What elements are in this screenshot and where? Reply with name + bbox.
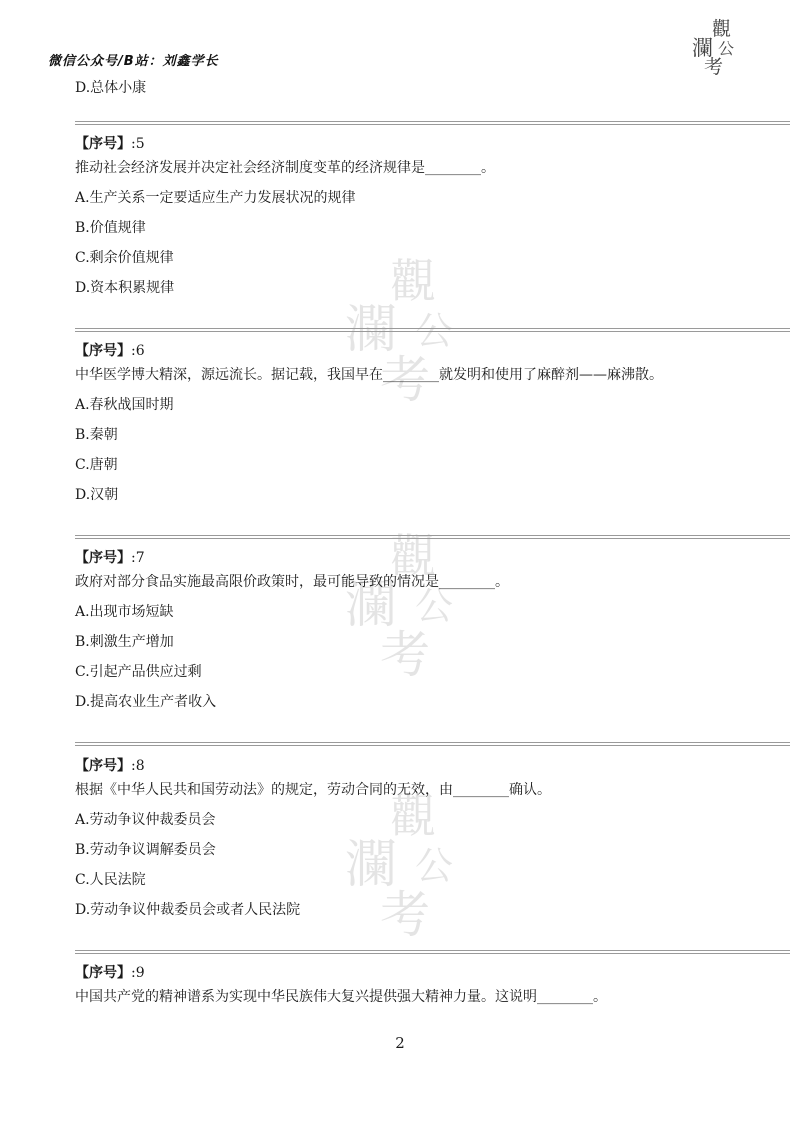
question-block-8	[75, 756, 790, 921]
page-number: 2	[395, 1034, 405, 1052]
option-d: D.劳动争议仲裁委员会或者人民法院	[75, 902, 301, 918]
question-label: 【序号】	[75, 136, 131, 152]
question-block-9	[75, 963, 790, 1008]
section-divider	[75, 121, 790, 125]
question-number: :5	[131, 136, 145, 152]
question-label: 【序号】	[75, 343, 131, 359]
option-c: C.唐朝	[75, 457, 118, 473]
option-a: A.劳动争议仲裁委员会	[75, 812, 216, 828]
option-a: A.出现市场短缺	[75, 604, 174, 620]
watermark-3: 觀 瀾 公 考	[345, 789, 454, 944]
option-c: C.人民法院	[75, 872, 146, 888]
option-d: D.汉朝	[75, 487, 119, 503]
question-label: 【序号】	[75, 550, 131, 566]
option-d: D.提高农业生产者收入	[75, 694, 217, 710]
section-divider	[75, 950, 790, 954]
section-divider	[75, 535, 790, 539]
previous-question-tail	[75, 77, 790, 99]
watermark-1: 觀 瀾 公 考	[345, 254, 454, 409]
option-a: A.春秋战国时期	[75, 397, 174, 413]
option-b: B.价值规律	[75, 220, 146, 236]
question-header	[75, 341, 790, 361]
option-b: B.秦朝	[75, 427, 118, 443]
question-number: :9	[131, 965, 145, 981]
header-source-text: 微信公众号/B站：刘鑫学长	[48, 54, 219, 69]
question-stem: 中华医学博大精深，源远流长。据记载，我国早在________就发明和使用了麻醉剂——麻沸散。	[75, 367, 663, 383]
question-stem: 推动社会经济发展并决定社会经济制度变革的经济规律是________。	[75, 160, 495, 176]
option-d: D.资本积累规律	[75, 280, 175, 296]
brand-logo: 觀 瀾 公 考	[692, 18, 735, 78]
question-label: 【序号】	[75, 965, 131, 981]
option-c: C.引起产品供应过剩	[75, 664, 202, 680]
question-block-5	[75, 134, 790, 299]
question-number: :8	[131, 758, 145, 774]
question-number: :7	[131, 550, 145, 566]
option-a: A.生产关系一定要适应生产力发展状况的规律	[75, 190, 356, 206]
option-b: B.刺激生产增加	[75, 634, 174, 650]
question-header	[75, 963, 790, 983]
option-c: C.剩余价值规律	[75, 250, 174, 266]
question-block-6	[75, 341, 790, 506]
question-block-7	[75, 548, 790, 713]
question-stem: 根据《中华人民共和国劳动法》的规定，劳动合同的无效，由________确认。	[75, 782, 551, 798]
section-divider	[75, 742, 790, 746]
section-divider	[75, 328, 790, 332]
question-header	[75, 548, 790, 568]
question-label: 【序号】	[75, 758, 131, 774]
question-header	[75, 134, 790, 154]
question-number: :6	[131, 343, 145, 359]
watermark-2: 觀 瀾 公 考	[345, 529, 454, 684]
option-d: D.总体小康	[75, 80, 147, 96]
question-header	[75, 756, 790, 776]
question-stem: 中国共产党的精神谱系为实现中华民族伟大复兴提供强大精神力量。这说明________。	[75, 989, 607, 1005]
question-stem: 政府对部分食品实施最高限价政策时，最可能导致的情况是________。	[75, 574, 509, 590]
option-b: B.劳动争议调解委员会	[75, 842, 216, 858]
